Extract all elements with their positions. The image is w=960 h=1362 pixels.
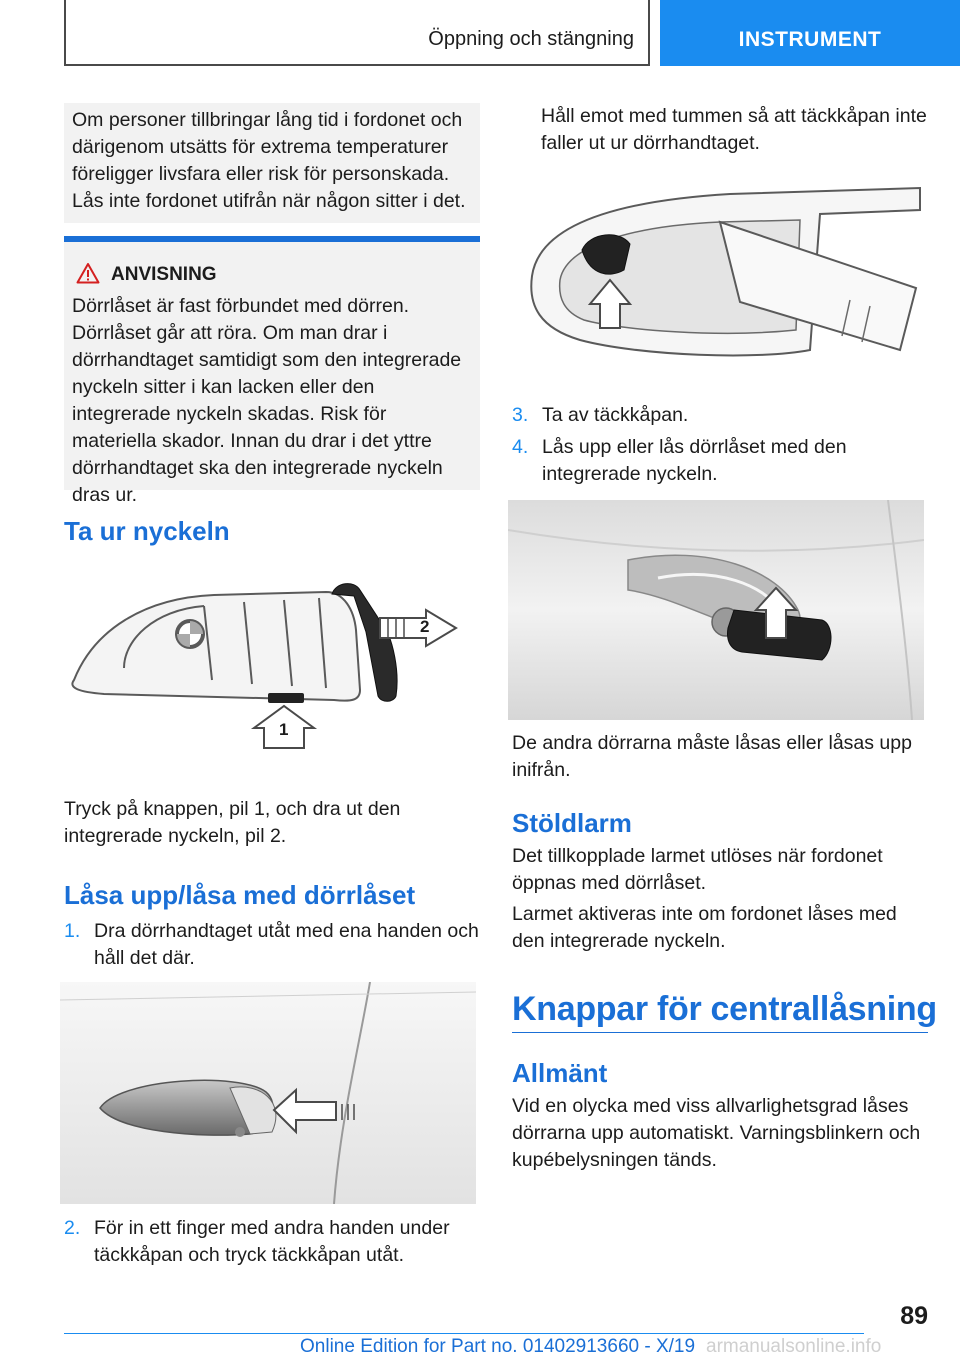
arrow-label-1: 1 (279, 720, 289, 739)
header-section-title: Öppning och stängning (428, 28, 634, 50)
cover-cap-illustration (520, 180, 928, 380)
notice-text: Dörrlåset är fast förbundet med dörren. Dörrlåset går att röra. Om man drar i dörrhandtaget samtidigt som den integrerade nyckeln sitter i kan lacken eller den integrerade nyckeln skadas. Risk för materiella skador. Innan du drar i det yttre dörrhandtaget ska den integrerade nyckeln dras ur. (72, 295, 462, 506)
step-4-number: 4. (512, 436, 529, 458)
alarm-text-1: Det tillkopplade larmet utlöses när fordonet öppnas med dörrlåset. (512, 845, 883, 894)
step-2-text: För in ett finger med andra handen under täckkåpan och tryck täckkåpan utåt. (94, 1217, 450, 1266)
page-number: 89 (900, 1302, 928, 1330)
door-lock-key-illustration (508, 500, 924, 720)
notice-title: ANVISNING (111, 264, 217, 285)
step-4-text: Lås upp eller lås dörrlåset med den integrerade nyckeln. (542, 436, 847, 485)
notice-box (64, 242, 480, 506)
door-handle-illustration (60, 982, 476, 1204)
header-section-box (64, 0, 650, 66)
footer-site-watermark: armanualsonline.info (706, 1336, 882, 1357)
step-1-text: Dra dörrhandtaget utåt med ena handen och håll det där. (94, 920, 479, 969)
heading-general: Allmänt (512, 1058, 608, 1088)
heading-central-rule (512, 1032, 928, 1033)
warning-box (64, 103, 480, 223)
step-3-number: 3. (512, 404, 529, 426)
alarm-text-2: Larmet aktiveras inte om fordonet låses med den integrerade nyckeln. (512, 903, 897, 952)
key-figure (64, 570, 480, 760)
arrow-label-2: 2 (420, 617, 430, 636)
key-illustration (64, 570, 480, 760)
heading-door-lock: Låsa upp/låsa med dörrlåset (64, 880, 416, 910)
general-text: Vid en olycka med viss allvarlighetsgrad låses dörrarna upp automatiskt. Varningsblinkern och kupébelysningen tänds. (512, 1095, 921, 1171)
warning-triangle-icon (76, 262, 100, 284)
heading-theft-alarm: Stöldlarm (512, 808, 632, 838)
heading-remove-key: Ta ur nyckeln (64, 516, 230, 546)
header-chapter-title: INSTRUMENT (738, 28, 882, 51)
hold-instruction: Håll emot med tummen så att täckkåpan inte faller ut ur dörrhandtaget. (541, 105, 927, 154)
other-doors-text: De andra dörrarna måste låsas eller låsas upp inifrån. (512, 732, 912, 781)
step-3-text: Ta av täckkåpan. (542, 404, 689, 426)
footer-edition: Online Edition for Part no. 01402913660 - X/19 (300, 1336, 696, 1357)
header-chapter-tab[interactable] (660, 0, 960, 66)
heading-central-locking: Knappar för centrallåsning (512, 990, 937, 1028)
door-handle-figure (60, 982, 476, 1204)
door-lock-key-figure (508, 500, 924, 720)
cover-cap-figure (520, 180, 928, 380)
warning-text: Om personer tillbringar lång tid i fordonet och därigenom utsätts för extrema temperaturer föreligger livsfara eller risk för personskada. Lås inte fordonet utifrån när någon sitter i det. (72, 109, 466, 212)
step-2-number: 2. (64, 1217, 81, 1239)
key-caption: Tryck på knappen, pil 1, och dra ut den integrerade nyckeln, pil 2. (64, 798, 401, 847)
footer-rule (64, 1333, 864, 1334)
step-1-number: 1. (64, 920, 81, 942)
